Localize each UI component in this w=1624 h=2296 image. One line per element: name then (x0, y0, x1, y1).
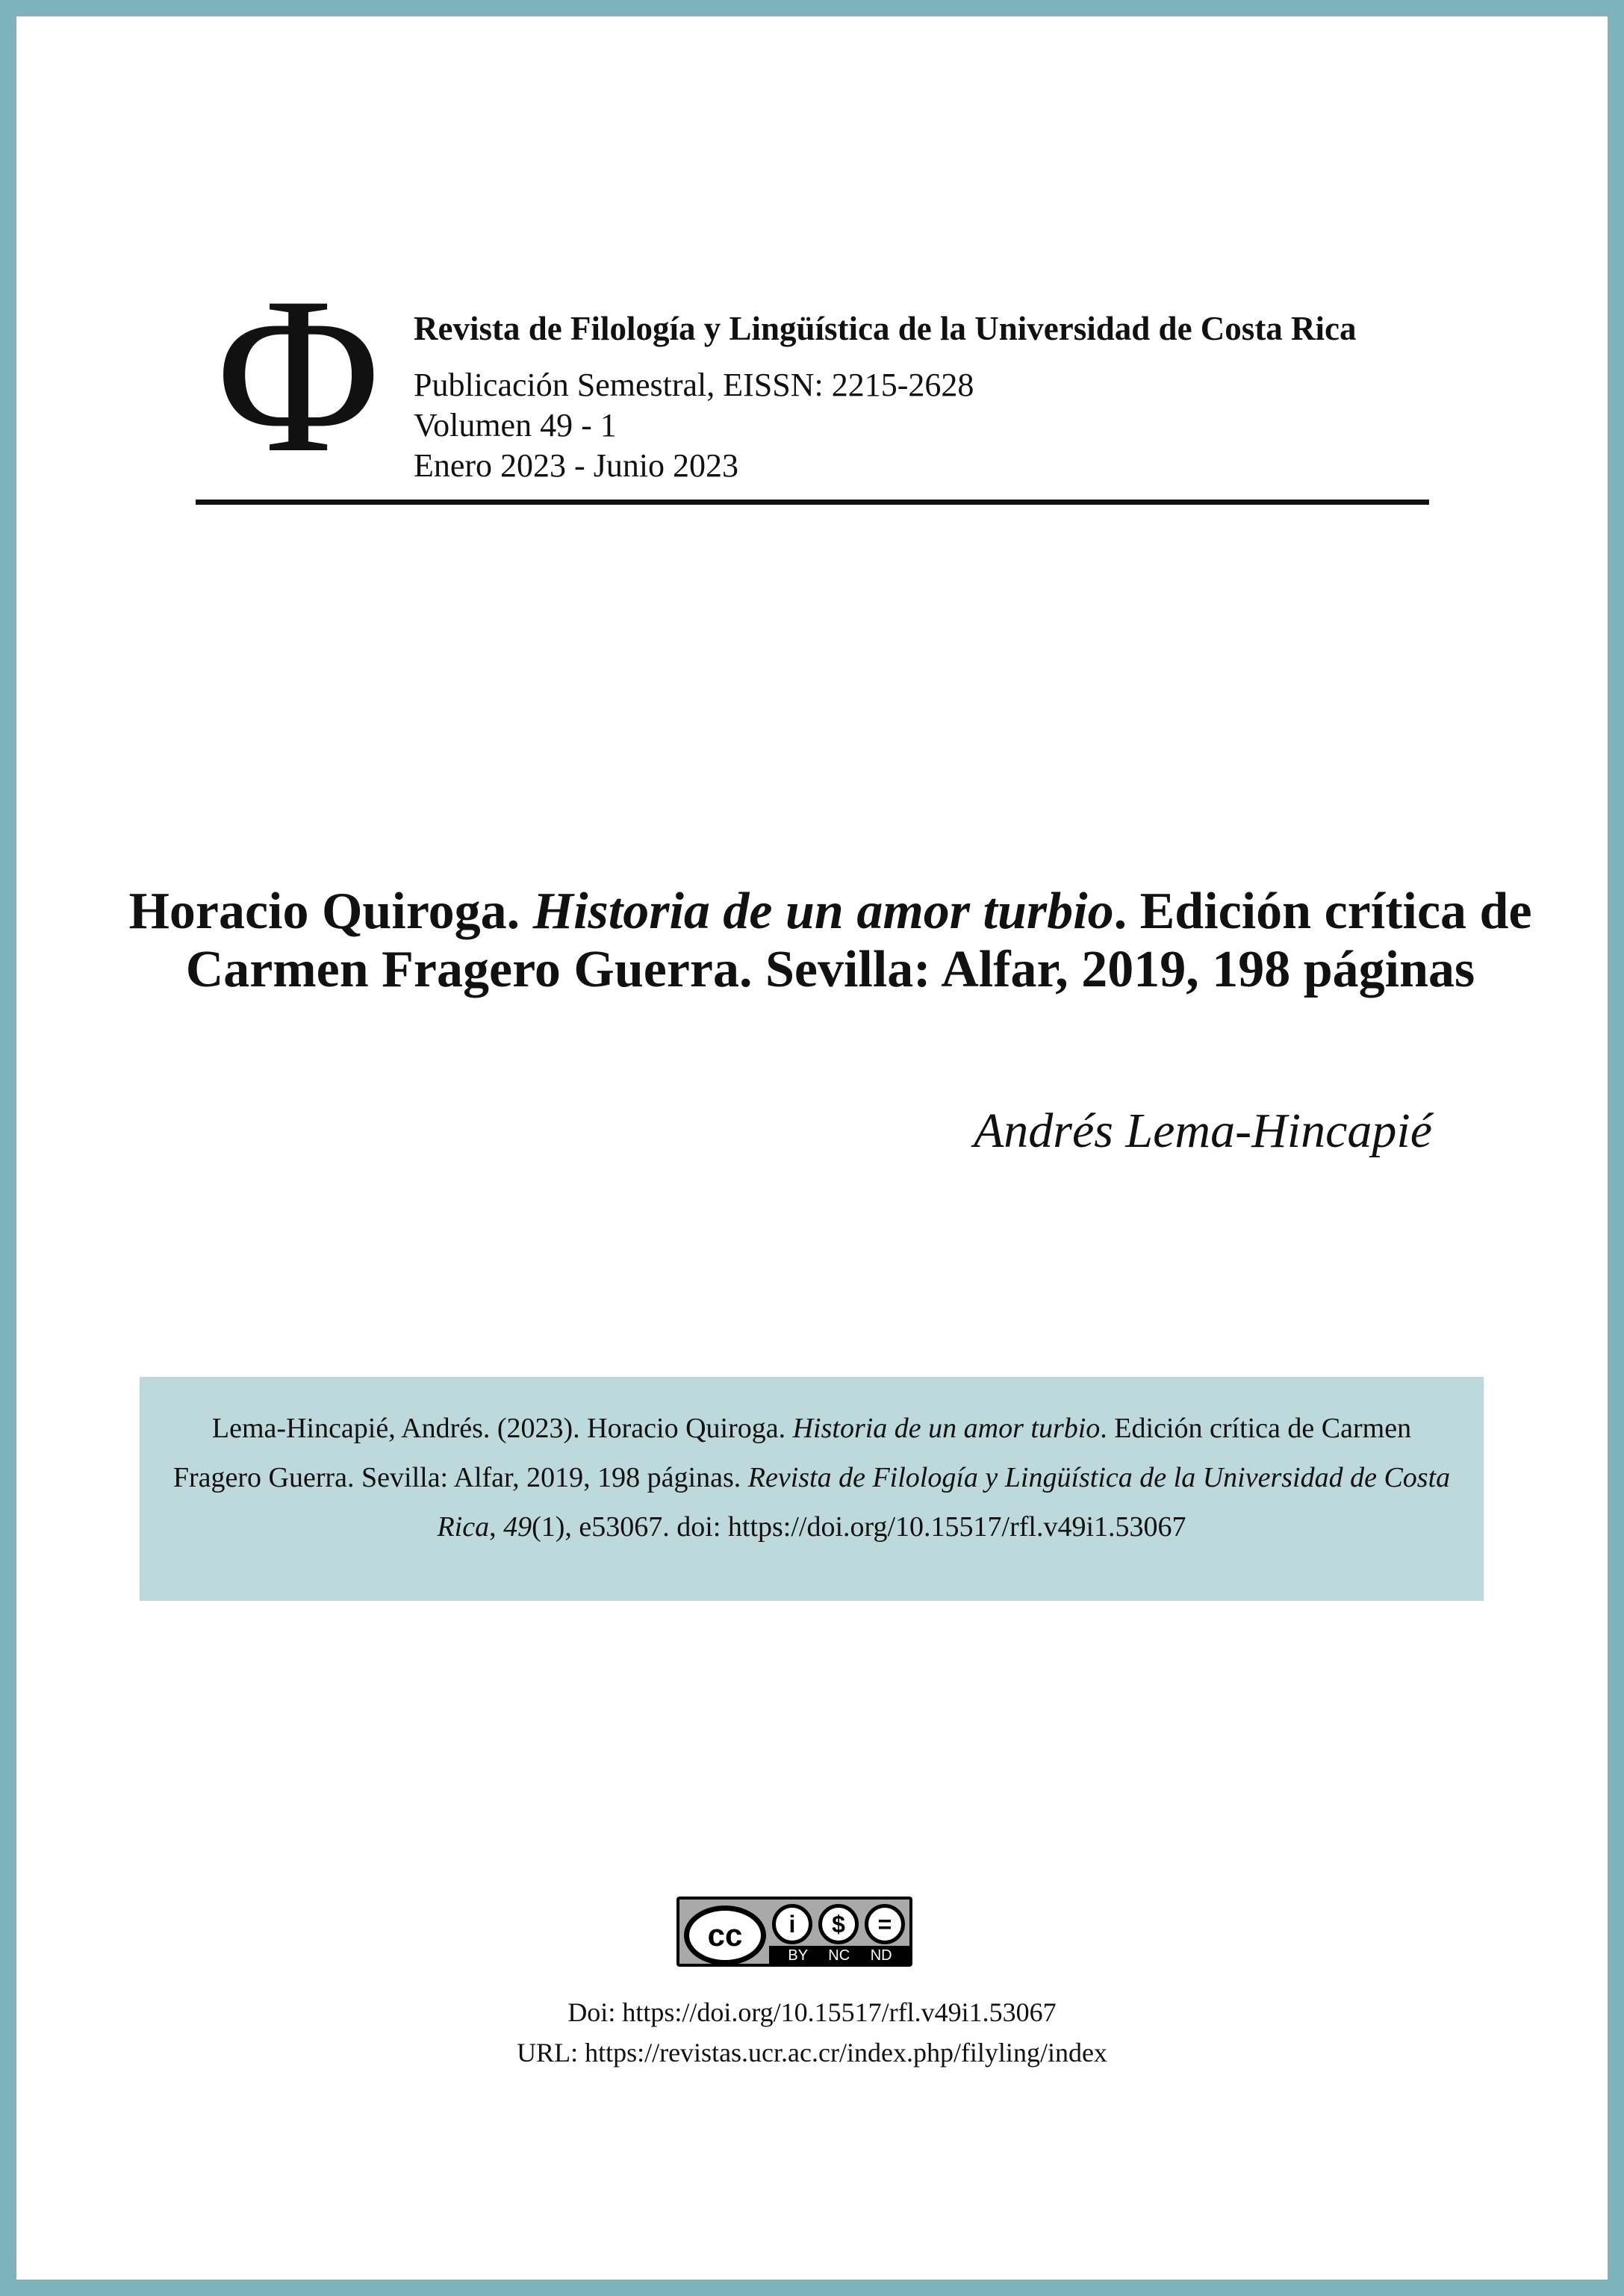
cc-license-badge[interactable] (676, 1897, 912, 1967)
noderivatives-icon: = (865, 1904, 905, 1944)
title-text: Horacio Quiroga. (128, 883, 533, 940)
article-author: Andrés Lema-Hincapié (973, 1104, 1432, 1158)
noncommercial-icon: $ (818, 1904, 859, 1944)
publication-info: Publicación Semestral, EISSN: 2215-2628 (414, 367, 974, 403)
citation-box (140, 1377, 1484, 1601)
citation-part: , (489, 1511, 504, 1543)
citation-journal: Revista de Filología y Lingüística de la Universidad de Costa Rica (437, 1462, 1451, 1543)
cc-icons (769, 1904, 911, 1943)
citation-text (169, 1404, 1454, 1552)
footer-doi[interactable]: Doi: https://doi.org/10.15517/rfl.v49i1.53067 (567, 1997, 1057, 2027)
period-info: Enero 2023 - Junio 2023 (414, 447, 739, 484)
by-attribution-icon: i (772, 1904, 812, 1944)
citation-volume: 49 (503, 1511, 532, 1543)
cc-labels: BY NC ND (769, 1946, 911, 1965)
footer-url[interactable]: URL: https://revistas.ucr.ac.cr/index.php/filyling/index (517, 2038, 1107, 2068)
volume-info: Volumen 49 - 1 (414, 407, 617, 444)
journal-title: Revista de Filología y Lingüística de la Universidad de Costa Rica (414, 310, 1357, 347)
citation-part: Lema-Hincapié, Andrés. (2023). Horacio Quiroga. (211, 1413, 793, 1444)
citation-part: . Edición crítica de Carmen Fragero Guerra. Sevilla: Alfar, 2019, 198 páginas. (172, 1413, 1412, 1493)
header-rule (196, 500, 1429, 505)
title-italic-text: Historia de un amor turbio (532, 883, 1114, 940)
citation-part: Historia de un amor turbio (792, 1413, 1101, 1444)
citation-doi: (1), e53067. doi: https://doi.org/10.15517/rfl.v49i1.53067 (532, 1511, 1186, 1543)
title-text-rest: . Edición crítica de Carmen Fragero Guerra. Sevilla: Alfar, 2019, 198 páginas (185, 883, 1532, 998)
cc-icon: cc (684, 1905, 766, 1965)
article-title (128, 883, 1532, 999)
cc-badge-background (679, 1900, 909, 1964)
journal-logo: Φ (217, 251, 381, 499)
